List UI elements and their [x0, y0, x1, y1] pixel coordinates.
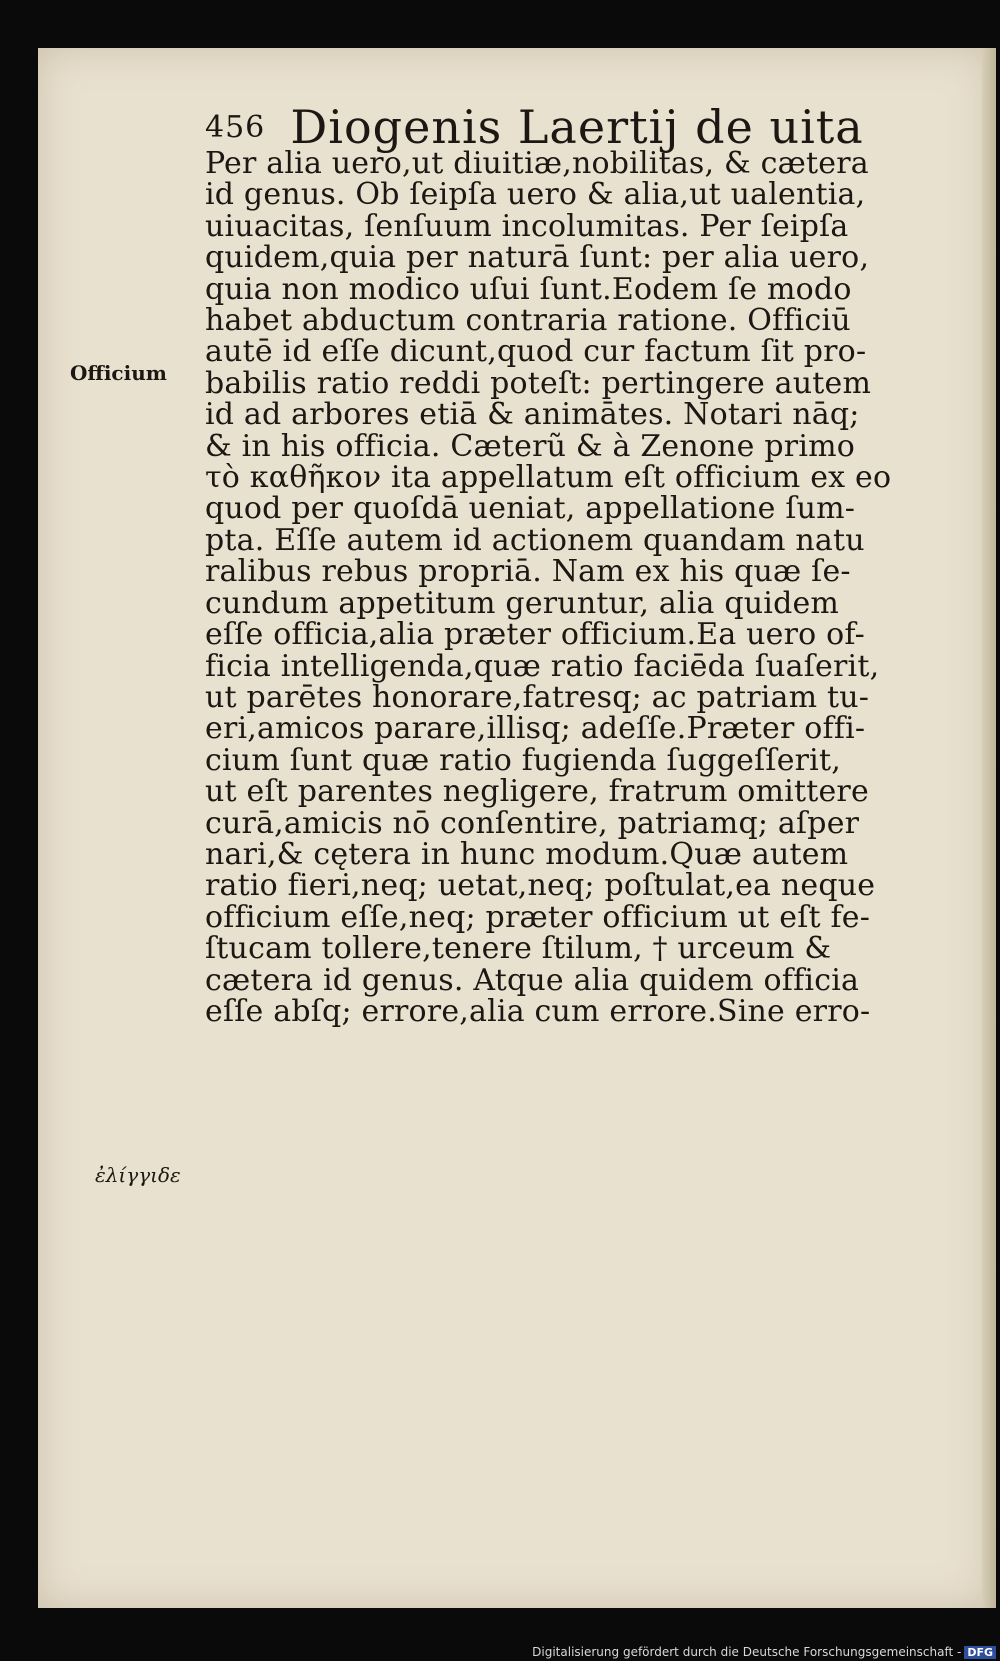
text-line: uiuacitas, ſenſuum incolumitas. Per ſeipſa	[205, 208, 849, 244]
text-line: eri,amicos parare,illisq; adeſſe.Præter offi-	[205, 711, 866, 747]
text-line: ralibus rebus propriā. Nam ex his quæ ſe-	[205, 554, 851, 590]
text-line: nari,& cętera in hunc modum.Quæ autem	[205, 836, 849, 872]
text-line: cundum appetitum geruntur, alia quidem	[205, 585, 840, 621]
text-line: pta. Eſſe autem id actionem quandam natu	[205, 522, 865, 558]
text-line: quidem,quia per naturā ſunt: per alia uero,	[205, 240, 870, 276]
body-text	[205, 148, 895, 1027]
text-line: cætera id genus. Atque alia quidem officia	[205, 962, 860, 998]
text-line: ut parētes honorare,fatresq; ac patriam tu-	[205, 679, 870, 715]
text-line: eſſe officia,alia præter officium.Ea uero of-	[205, 617, 865, 653]
text-line: ratio fieri,neq; uetat,neq; poſtulat,ea neque	[205, 868, 876, 904]
digitization-credit	[532, 1645, 996, 1659]
text-line: curā,amicis nō conſentire, patriamq; aſper	[205, 805, 860, 841]
text-line: autē id eſſe dicunt,quod cur factum ſit pro-	[205, 334, 867, 370]
dfg-logo: DFG	[964, 1646, 996, 1659]
text-line: Per alia uero,ut diuitiæ,nobilitas, & cætera	[205, 146, 869, 181]
margin-note-officium: Officium	[70, 361, 167, 385]
text-line: ſtucam tollere,tenere ſtilum, † urceum &	[205, 931, 832, 967]
credit-text: Digitalisierung gefördert durch die Deutsche Forschungsgemeinschaft -	[532, 1645, 962, 1659]
running-title: Diogenis Laertij de uita	[290, 100, 864, 154]
text-line: quia non modico uſui ſunt.Eodem ſe modo	[205, 271, 852, 307]
text-line: ficia intelligenda,quæ ratio faciēda ſuaſerit,	[205, 648, 880, 684]
text-line: officium eſſe,neq; præter officium ut eſt fe-	[205, 899, 871, 935]
text-line: quod per quoſdā ueniat, appellatione ſum-	[205, 491, 856, 527]
margin-note-greek: ἐλίγγιδε	[95, 1163, 181, 1187]
text-line: id ad arbores etiā & animātes. Notari nāq;	[205, 397, 860, 433]
text-line: ut eſt parentes negligere, fratrum omittere	[205, 774, 869, 810]
text-line: eſſe abſq; errore,alia cum errore.Sine erro-	[205, 993, 871, 1029]
text-line: babilis ratio reddi poteſt: pertingere autem	[205, 365, 872, 401]
text-line: cium ſunt quæ ratio fugienda ſuggeſſerit,	[205, 742, 841, 778]
text-line: habet abductum contraria ratione. Officiū	[205, 303, 851, 339]
text-line: id genus. Ob ſeipſa uero & alia,ut ualentia,	[205, 177, 866, 213]
text-line: τὸ καθῆκον ita appellatum eſt officium ex eo	[205, 460, 892, 496]
text-line: & in his officia. Cæterũ & à Zenone primo	[205, 428, 856, 464]
page-edge	[982, 48, 996, 1608]
page-number: 456	[205, 109, 266, 145]
